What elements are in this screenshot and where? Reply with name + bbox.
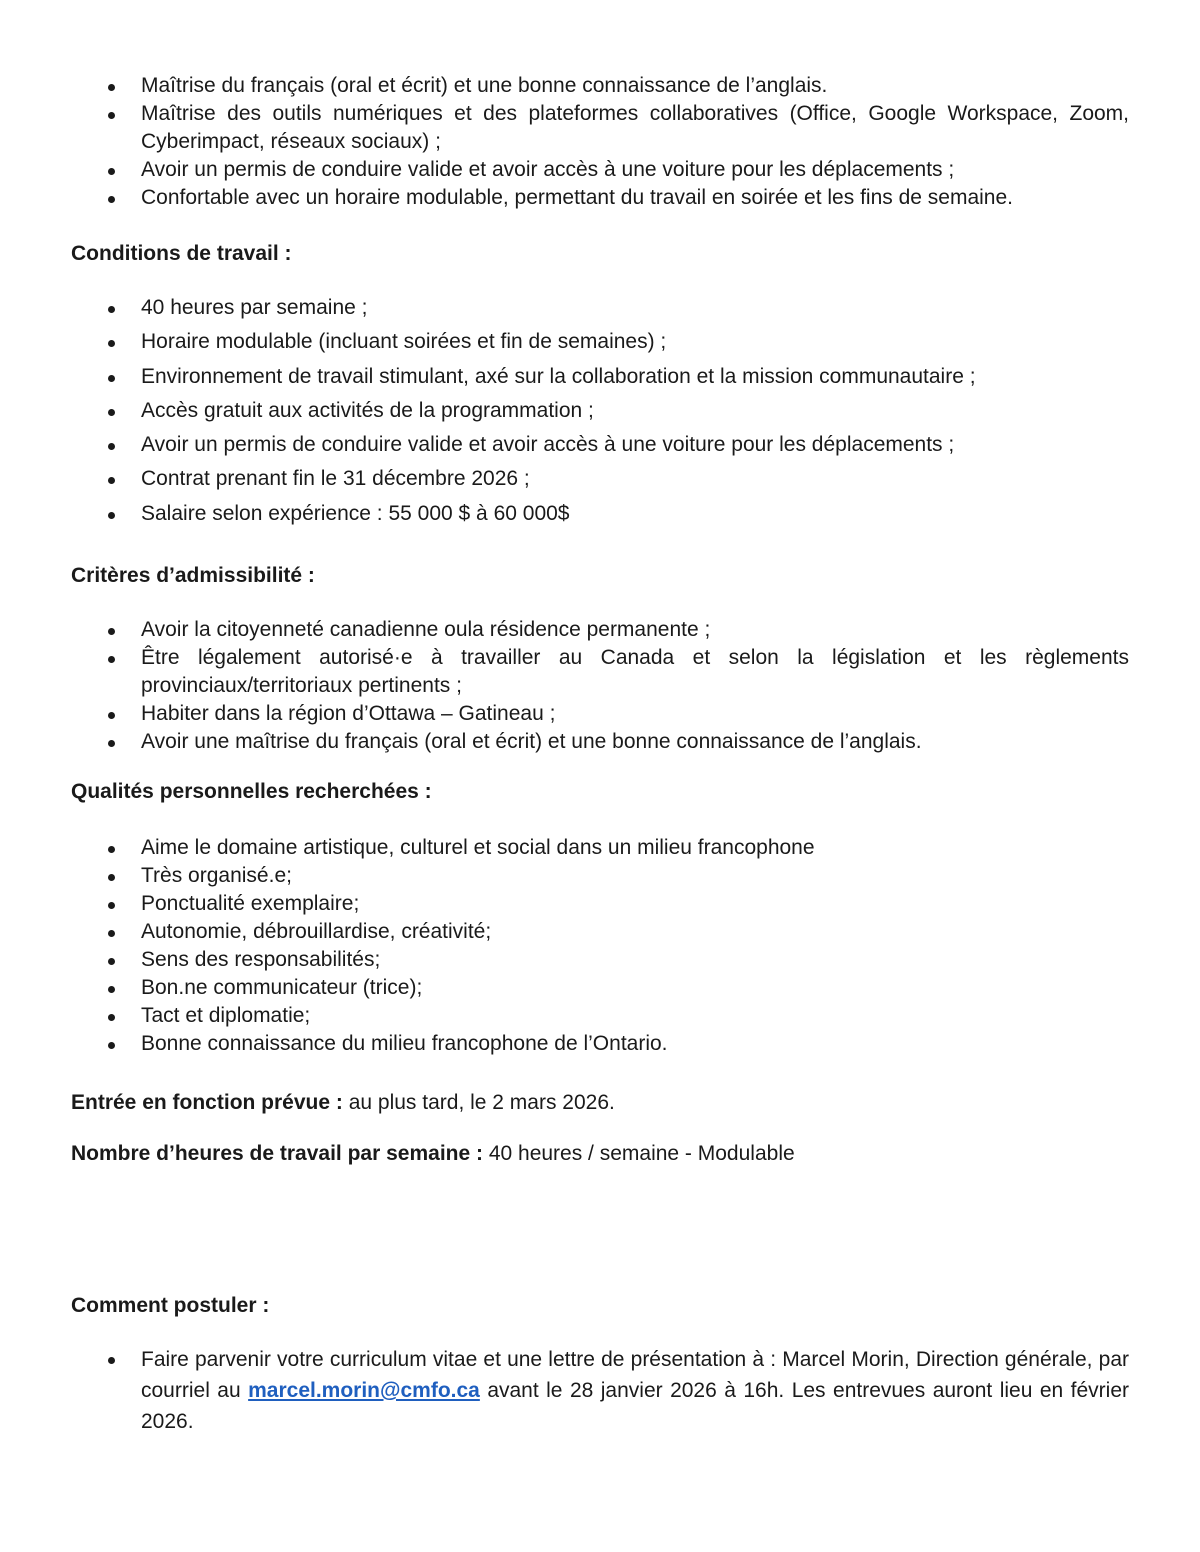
bullet-icon: [108, 443, 115, 450]
requirements-list: [0, 72, 1200, 212]
start-date-label: Entrée en fonction prévue :: [71, 1091, 343, 1114]
list-item: [0, 1344, 1200, 1437]
bullet-icon: [108, 1014, 115, 1021]
bullet-icon: [108, 409, 115, 416]
bullet-icon: [108, 656, 115, 663]
bullet-icon: [108, 628, 115, 635]
start-date: [71, 1089, 615, 1117]
list-item: Avoir un permis de conduire valide et avoir accès à une voiture pour les déplacements ;: [0, 156, 1200, 184]
bullet-icon: [108, 512, 115, 519]
list-item: Ponctualité exemplaire;: [0, 890, 1200, 918]
eligibility-heading: Critères d’admissibilité :: [71, 564, 315, 587]
bullet-icon: [108, 375, 115, 382]
bullet-icon: [108, 958, 115, 965]
bullet-icon: [108, 740, 115, 747]
list-item: Environnement de travail stimulant, axé sur la collaboration et la mission communautaire ;: [0, 363, 1200, 391]
qualities-list: [0, 834, 1200, 1058]
qualities-heading: Qualités personnelles recherchées :: [71, 780, 432, 803]
bullet-icon: [108, 340, 115, 347]
list-item: Tact et diplomatie;: [0, 1002, 1200, 1030]
bullet-icon: [108, 196, 115, 203]
list-item: 40 heures par semaine ;: [0, 294, 1200, 322]
list-item: Contrat prenant fin le 31 décembre 2026 ;: [0, 465, 1200, 493]
list-item: Salaire selon expérience : 55 000 $ à 60 000$: [0, 500, 1200, 528]
list-item: Bon.ne communicateur (trice);: [0, 974, 1200, 1002]
bullet-icon: [108, 1357, 115, 1364]
list-item: Avoir un permis de conduire valide et avoir accès à une voiture pour les déplacements ;: [0, 431, 1200, 459]
list-item: Habiter dans la région d’Ottawa – Gatineau ;: [0, 700, 1200, 728]
apply-instructions: Faire parvenir votre curriculum vitae et une lettre de présentation à : Marcel Morin, Direction générale, par courriel au marcel.morin@cmfo.ca avant le 28 janvier 2026 à 16h. Les entrevues auront lieu en février 2026.: [141, 1348, 1129, 1433]
weekly-hours-label: Nombre d’heures de travail par semaine :: [71, 1142, 483, 1165]
weekly-hours-value: 40 heures / semaine - Modulable: [482, 1142, 795, 1165]
bullet-icon: [108, 306, 115, 313]
bullet-icon: [108, 902, 115, 909]
bullet-icon: [108, 112, 115, 119]
list-item: Horaire modulable (incluant soirées et fin de semaines) ;: [0, 328, 1200, 356]
apply-list: [0, 1344, 1200, 1437]
list-item: Maîtrise des outils numériques et des plateformes collaboratives (Office, Google Workspace, Zoom, Cyberimpact, réseaux sociaux) ;: [0, 100, 1200, 156]
list-item: Sens des responsabilités;: [0, 946, 1200, 974]
weekly-hours: [71, 1140, 795, 1168]
bullet-icon: [108, 712, 115, 719]
bullet-icon: [108, 168, 115, 175]
eligibility-list: [0, 616, 1200, 756]
start-date-value: au plus tard, le 2 mars 2026.: [342, 1091, 615, 1114]
list-item: Bonne connaissance du milieu francophone de l’Ontario.: [0, 1030, 1200, 1058]
list-item: Avoir la citoyenneté canadienne oula résidence permanente ;: [0, 616, 1200, 644]
apply-heading: Comment postuler :: [71, 1294, 270, 1317]
bullet-icon: [108, 84, 115, 91]
conditions-list: [0, 294, 1200, 534]
list-item: Maîtrise du français (oral et écrit) et une bonne connaissance de l’anglais.: [0, 72, 1200, 100]
list-item: Être légalement autorisé·e à travailler au Canada et selon la législation et les règlements provinciaux/territoriaux pertinents ;: [0, 644, 1200, 700]
list-item: Autonomie, débrouillardise, créativité;: [0, 918, 1200, 946]
list-item: Accès gratuit aux activités de la programmation ;: [0, 397, 1200, 425]
bullet-icon: [108, 874, 115, 881]
list-item: Avoir une maîtrise du français (oral et écrit) et une bonne connaissance de l’anglais.: [0, 728, 1200, 756]
bullet-icon: [108, 477, 115, 484]
bullet-icon: [108, 930, 115, 937]
conditions-heading: Conditions de travail :: [71, 242, 292, 265]
email-link[interactable]: marcel.morin@cmfo.ca: [248, 1379, 480, 1402]
bullet-icon: [108, 986, 115, 993]
list-item: Confortable avec un horaire modulable, permettant du travail en soirée et les fins de semaine.: [0, 184, 1200, 212]
list-item: Aime le domaine artistique, culturel et social dans un milieu francophone: [0, 834, 1200, 862]
bullet-icon: [108, 1042, 115, 1049]
bullet-icon: [108, 846, 115, 853]
list-item: Très organisé.e;: [0, 862, 1200, 890]
